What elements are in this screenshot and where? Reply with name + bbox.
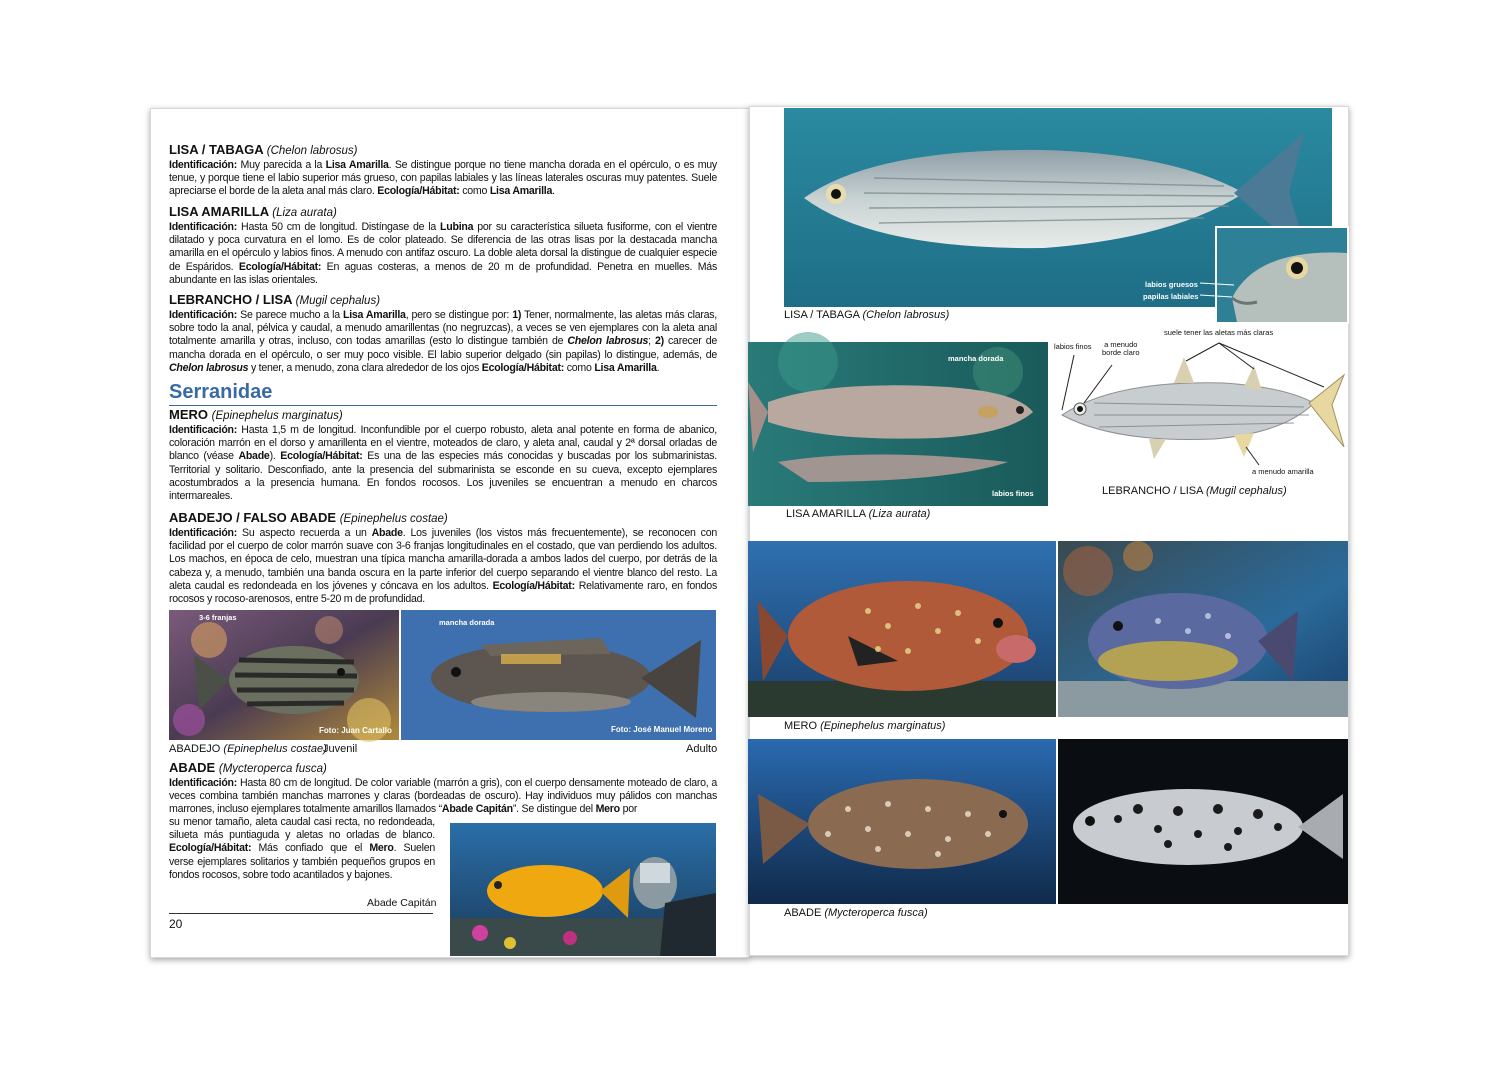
photo-credit: Foto: José Manuel Moreno: [611, 725, 713, 734]
photo-label-mancha-dorada: mancha dorada: [948, 354, 1004, 363]
species-heading: [169, 142, 717, 159]
diagram-label-borde-claro: a menudo borde claro: [1102, 340, 1140, 357]
caption-adult: Adulto: [686, 743, 718, 755]
lisa-amarilla-caption: [786, 508, 930, 520]
species-name: ABADEJO / FALSO ABADE: [169, 510, 337, 525]
mero-photo-1: [748, 541, 1056, 717]
photo-label-labios-finos: labios finos: [992, 489, 1034, 498]
species-name: MERO: [169, 407, 208, 422]
species-entry-lisa-amarilla: [169, 204, 717, 287]
page-footer-rule: [169, 913, 433, 914]
caption-name: ABADE: [784, 907, 822, 919]
species-description: Identificación: Hasta 1,5 m de longitud. Inconfundible por el cuerpo robusto, aleta anal potente en forma de abanico, coloración marrón en el dorso y amarillenta en el vientre, moteados de claro, y aleta anal, caudal y 2ª dorsal orladas de blanco (véase Abade). Ecología/Hábitat: Es una de las especies más conocidas y buscadas por los submarinistas. Territorial y solitario. Desconfiado, ante la presencia del submarinista se esconde en su cueva, excepto ejemplares acostumbrados a la presencia humana. En fondos rocosos. Los juveniles se encuentran a menudo en charcos intermareales.: [169, 424, 717, 503]
species-name: LEBRANCHO / LISA: [169, 292, 293, 307]
species-description: Identificación: Hasta 50 cm de longitud. Distíngase de la Lubina por su característica silueta fusiforme, con el vientre dilatado y poca curvatura en el lomo. Es de color plateado. Se diferencia de las otras lisas por la destacada mancha amarilla en el opérculo y labios finos. A menudo con antifaz oscuro. La doble aleta dorsal la distingue de cualquier especie de Espáridos. Ecología/Hábitat: En aguas costeras, a menos de 20 m de profundidad. Penetra en muelles. Más abundante en las islas orientales.: [169, 221, 717, 286]
abadejo-juvenile-photo: [169, 610, 399, 740]
lebrancho-illustration: [1054, 328, 1344, 485]
photo-credit: Foto: Juan Cartallo: [319, 726, 392, 735]
species-description: Identificación: Muy parecida a la Lisa Amarilla. Se distingue porque no tiene mancha dorada en el opérculo, o es muy tenue, y porque tiene el labio superior más grueso, con papilas labiales y las líneas laterales oscuras muy patentes. Suele apreciarse el borde de la aleta anal más claro. Ecología/Hábitat: como Lisa Amarilla.: [169, 159, 717, 198]
species-heading: [169, 407, 717, 424]
caption-juvenile: Juvenil: [323, 743, 358, 755]
species-description: Identificación: Su aspecto recuerda a un Abade. Los juveniles (los vistos más frecuentemente), se reconocen con facilidad por el cuerpo de color marrón suave con 3-6 franjas longitudinales en el costado, que van perdiendo los adultos. Los machos, en época de celo, muestran una típica mancha amarilla-dorada a ambos lados del cuerpo, por detrás de la cabeza y, a menudo, también una banda oscura en la parte inferior del cuerpo separando el vientre blanco del resto. La aleta caudal es redondeada en los jóvenes y cóncava en los adultos. Ecología/Hábitat: Relativamente raro, en fondos rocosos y rocoso-arenosos, entre 5-20 m de profundidad.: [169, 527, 717, 606]
abade-caption: [784, 907, 928, 919]
species-entry-lisa-tabaga: [169, 142, 717, 199]
species-scientific-name: (Mugil cephalus): [295, 295, 381, 307]
lisa-tabaga-inset-photo: [1215, 226, 1349, 324]
caption-scientific-name: (Epinephelus costae): [223, 743, 327, 755]
species-entry-lebrancho: [169, 292, 717, 375]
caption-scientific-name: (Epinephelus marginatus): [820, 720, 946, 732]
page-number: 20: [169, 917, 183, 931]
caption-scientific-name: (Mugil cephalus): [1205, 485, 1287, 497]
species-description: Identificación: Hasta 80 cm de longitud. De color variable (marrón a gris), con el cuerpo densamente moteado de claro, a veces combina también manchas marrones y claras (bordeadas de oscuro). Hay individuos muy pálidos con manchas marrones, incluso ejemplares totalmente amarillos llamados “Abade Capitán”. Se distingue del Mero por: [169, 777, 717, 816]
species-description: Identificación: Se parece mucho a la Lisa Amarilla, pero se distingue por: 1) Tener, normalmente, las aletas más claras, sobre todo la anal, pélvica y caudal, a menudo amarillentas (no negruzcas), a veces se ven ejemplares con la aleta anal totalmente amarilla y otras, incluso, con todas amarillas (esto lo distingue también de Chelon labrosus; 2) carecer de mancha dorada en el opérculo, o ser muy poco visible. El labio superior delgado (sin papilas) lo distingue, además, de Chelon labrosus y tener, a menudo, zona clara alrededor de los ojos Ecología/Hábitat: como Lisa Amarilla.: [169, 309, 718, 374]
species-scientific-name: (Epinephelus marginatus): [211, 410, 343, 422]
caption-scientific-name: (Chelon labrosus): [862, 309, 950, 321]
abade-capitan-caption: Abade Capitán: [367, 897, 437, 909]
caption-name: LISA AMARILLA: [786, 508, 866, 520]
left-page: [150, 108, 750, 958]
abade-capitan-photo: [450, 823, 716, 956]
abade-photo-2: [1058, 739, 1348, 904]
abade-description-continued: [169, 816, 435, 882]
photo-label: mancha dorada: [439, 618, 495, 627]
inset-label-labios-gruesos: labios gruesos: [1145, 280, 1198, 289]
species-heading: [169, 760, 717, 777]
caption-name: LEBRANCHO / LISA: [1102, 485, 1203, 497]
family-heading: Serranidae: [169, 381, 717, 406]
species-entry-abade: [169, 760, 717, 817]
photo-label: 3-6 franjas: [199, 613, 237, 622]
diagram-label-labios-finos: labios finos: [1054, 342, 1092, 351]
species-scientific-name: (Mycteroperca fusca): [218, 763, 327, 775]
abadejo-adult-photo: [401, 610, 716, 740]
mero-photo-2: [1058, 541, 1348, 717]
species-entry-abadejo: [169, 510, 717, 606]
species-name: LISA AMARILLA: [169, 204, 269, 219]
caption-scientific-name: (Mycteroperca fusca): [824, 907, 928, 919]
lisa-tabaga-caption: [784, 309, 949, 321]
diagram-label-anal-amarilla: a menudo amarilla: [1252, 467, 1314, 476]
species-entry-mero: [169, 407, 717, 503]
species-scientific-name: (Chelon labrosus): [266, 145, 358, 157]
inset-label-papilas: papilas labiales: [1143, 292, 1199, 301]
inset-arrows: [1200, 277, 1240, 307]
caption-name: LISA / TABAGA: [784, 309, 860, 321]
abade-photo-1: [748, 739, 1056, 904]
species-description: su menor tamaño, aleta caudal casi recta, no redondeada, silueta más puntiaguda y aletas no orladas de blanco. Ecología/Hábitat: Más confiado que el Mero. Suelen verse ejemplares solitarios y también pequeños grupos en fondos rocosos, sobre todo acantilados y bajones.: [169, 816, 436, 881]
mero-caption: [784, 720, 945, 732]
caption-name: MERO: [784, 720, 817, 732]
right-page: [749, 106, 1349, 956]
species-name: ABADE: [169, 760, 216, 775]
species-heading: [169, 292, 717, 309]
species-scientific-name: (Epinephelus costae): [339, 513, 448, 525]
species-heading: [169, 204, 717, 221]
caption-scientific-name: (Liza aurata): [868, 508, 931, 520]
caption-name: ABADEJO: [169, 743, 221, 755]
species-heading: [169, 510, 717, 527]
abadejo-caption: [169, 743, 327, 755]
species-scientific-name: (Liza aurata): [272, 207, 337, 219]
species-name: LISA / TABAGA: [169, 142, 264, 157]
lisa-amarilla-photo: [748, 342, 1048, 506]
lebrancho-caption: [1102, 485, 1287, 497]
diagram-label-aletas-claras: suele tener las aletas más claras: [1164, 328, 1274, 337]
